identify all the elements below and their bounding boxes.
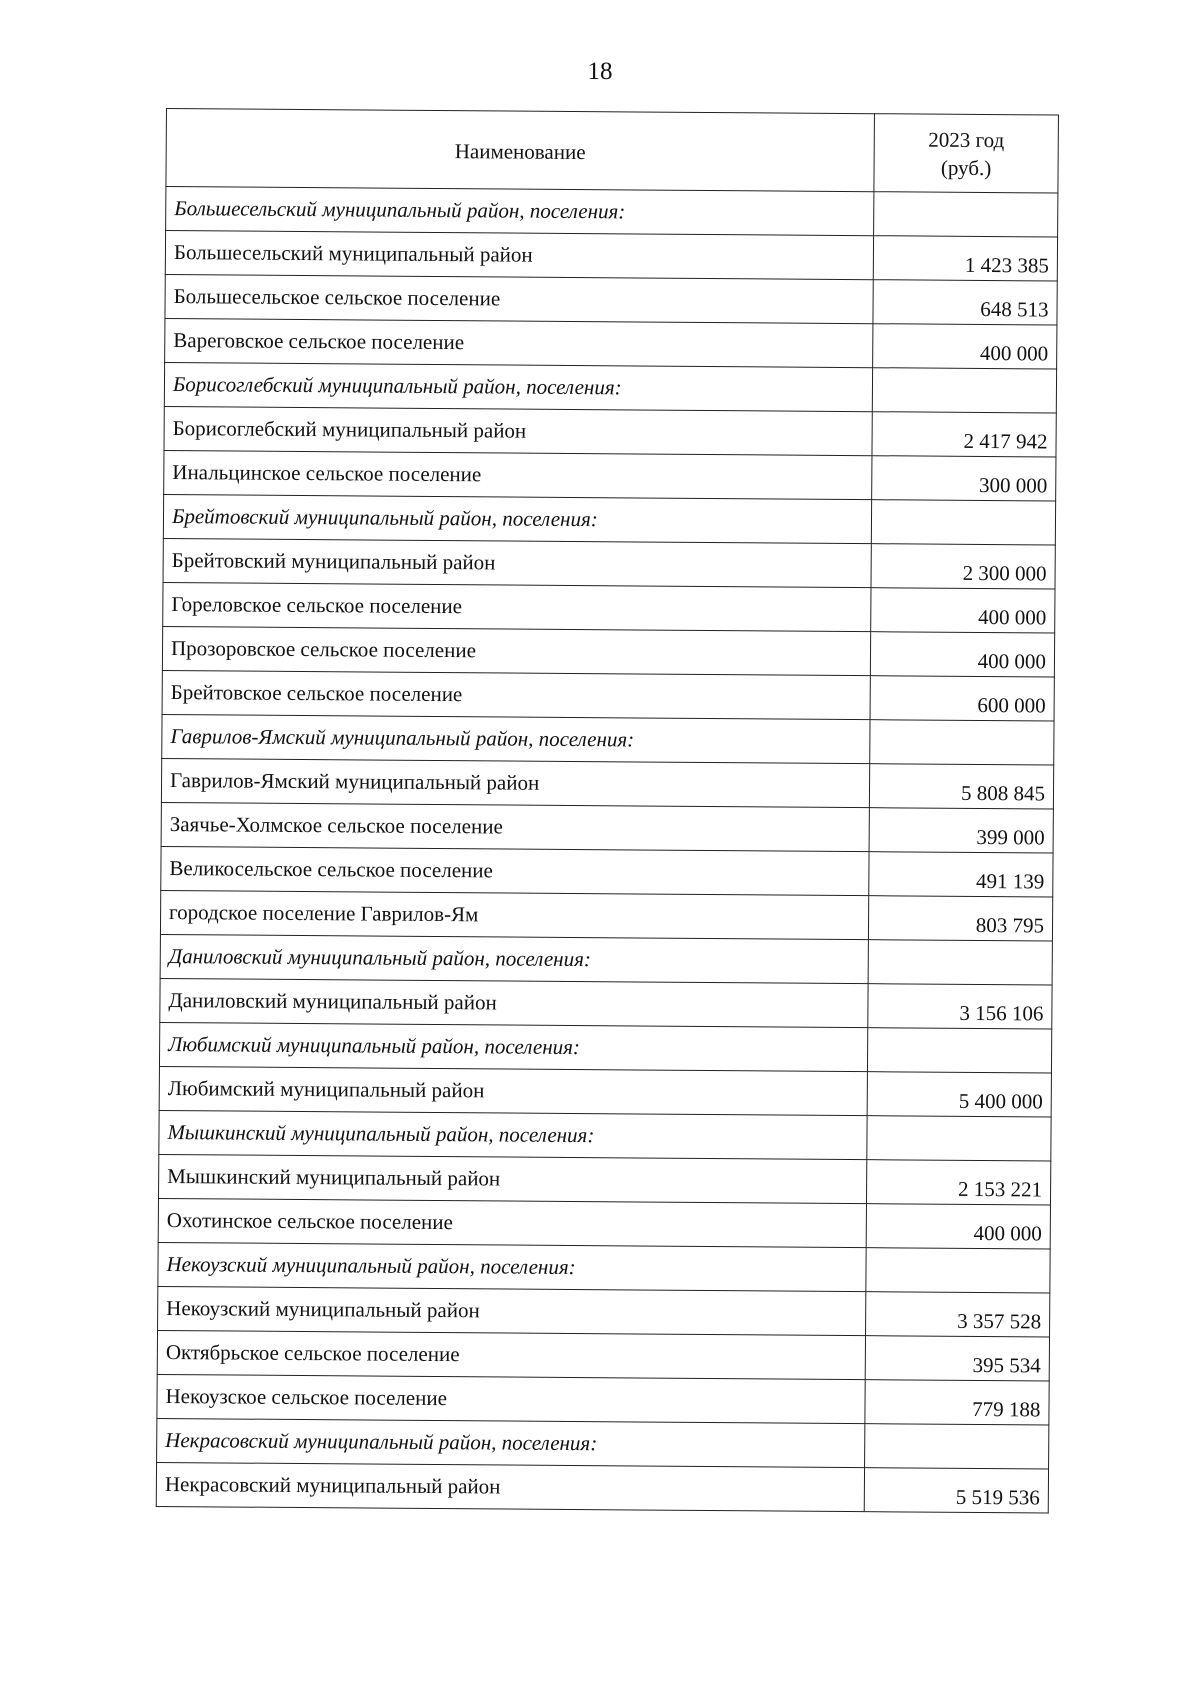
row-name-cell: Заячье-Холмское сельское поселение — [161, 802, 869, 851]
row-value-cell: 400 000 — [871, 588, 1055, 633]
column-header-name: Наименование — [166, 109, 875, 192]
table-row — [161, 802, 1053, 853]
row-name-cell: Борисоглебский муниципальный район — [164, 406, 872, 455]
row-value-cell: 2 300 000 — [871, 544, 1055, 589]
row-value-cell: 491 139 — [869, 852, 1053, 897]
row-value-cell: 395 534 — [865, 1336, 1049, 1381]
table-row — [165, 318, 1057, 369]
table-row — [157, 1374, 1049, 1425]
row-name-cell: Некоузское сельское поселение — [157, 1374, 865, 1423]
row-value-cell: 400 000 — [873, 324, 1057, 369]
table-row — [161, 758, 1053, 809]
row-name-cell: Большесельский муниципальный район — [165, 231, 873, 280]
row-value-cell: 399 000 — [869, 808, 1053, 853]
row-name-cell: Некрасовский муниципальный район — [156, 1462, 864, 1511]
group-heading-cell: Некоузский муниципальный район, поселения: — [158, 1242, 866, 1291]
row-value-cell — [865, 1424, 1049, 1469]
row-value-cell — [872, 368, 1056, 413]
group-heading-row — [160, 934, 1052, 985]
row-name-cell: Брейтовское сельское поселение — [162, 670, 870, 719]
row-name-cell: Гореловское сельское поселение — [163, 582, 871, 631]
group-heading-cell: Борисоглебский муниципальный район, поселения: — [164, 362, 872, 411]
row-value-cell — [868, 940, 1052, 985]
row-value-cell: 2 417 942 — [872, 412, 1056, 457]
row-value-cell — [867, 1028, 1051, 1073]
group-heading-cell: Мышкинский муниципальный район, поселения: — [159, 1110, 867, 1159]
table-row — [160, 890, 1052, 941]
row-name-cell: Большесельское сельское поселение — [165, 274, 873, 323]
group-heading-cell: Даниловский муниципальный район, поселения: — [160, 934, 868, 983]
row-value-cell — [866, 1248, 1050, 1293]
row-name-cell: городское поселение Гаврилов-Ям — [160, 890, 868, 939]
row-value-cell: 400 000 — [870, 632, 1054, 677]
row-value-cell: 300 000 — [872, 456, 1056, 501]
row-name-cell: Вареговское сельское поселение — [165, 318, 873, 367]
row-value-cell: 648 513 — [873, 280, 1057, 325]
row-value-cell: 2 153 221 — [866, 1160, 1050, 1205]
column-header-year — [874, 114, 1059, 193]
table-row — [163, 538, 1055, 589]
row-value-cell — [867, 1116, 1051, 1161]
row-name-cell: Брейтовский муниципальный район — [163, 538, 871, 587]
table-row — [159, 1154, 1051, 1205]
row-value-cell: 803 795 — [868, 896, 1052, 941]
row-value-cell: 3 156 106 — [868, 984, 1052, 1029]
group-heading-cell: Гаврилов-Ямский муниципальный район, поселения: — [162, 714, 870, 763]
table-row — [164, 406, 1056, 457]
row-name-cell: Прозоровское сельское поселение — [162, 626, 870, 675]
row-name-cell: Инальцинское сельское поселение — [164, 450, 872, 499]
row-name-cell: Любимский муниципальный район — [159, 1066, 867, 1115]
group-heading-row — [164, 362, 1056, 413]
row-value-cell: 5 400 000 — [867, 1072, 1051, 1117]
table-row — [164, 450, 1056, 501]
row-value-cell: 600 000 — [870, 676, 1054, 721]
table-row — [163, 582, 1055, 633]
row-value-cell: 1 423 385 — [873, 236, 1057, 281]
column-header-year-line1: 2023 год — [928, 127, 1005, 152]
group-heading-cell: Некрасовский муниципальный район, поселения: — [157, 1418, 865, 1467]
table-row — [161, 846, 1053, 897]
row-value-cell: 400 000 — [866, 1204, 1050, 1249]
table-row — [162, 670, 1054, 721]
table-row — [165, 274, 1057, 325]
row-value-cell — [871, 500, 1055, 545]
group-heading-cell: Любимский муниципальный район, поселения: — [159, 1022, 867, 1071]
row-name-cell: Гаврилов-Ямский муниципальный район — [161, 758, 869, 807]
group-heading-row — [159, 1022, 1051, 1073]
budget-table — [156, 108, 1059, 1514]
table-row — [160, 978, 1052, 1029]
row-name-cell: Октябрьское сельское поселение — [157, 1330, 865, 1379]
table-row — [159, 1066, 1051, 1117]
group-heading-row — [158, 1242, 1050, 1293]
row-value-cell: 5 519 536 — [864, 1468, 1048, 1513]
page-number: 18 — [587, 58, 613, 85]
row-name-cell: Даниловский муниципальный район — [160, 978, 868, 1027]
group-heading-cell: Брейтовский муниципальный район, поселения: — [163, 494, 871, 543]
table-body — [156, 187, 1058, 1514]
row-name-cell: Мышкинский муниципальный район — [159, 1154, 867, 1203]
row-value-cell: 5 808 845 — [869, 764, 1053, 809]
group-heading-row — [157, 1418, 1049, 1469]
table-row — [156, 1462, 1048, 1513]
row-name-cell: Некоузский муниципальный район — [158, 1286, 866, 1335]
row-value-cell: 779 188 — [865, 1380, 1049, 1425]
group-heading-row — [159, 1110, 1051, 1161]
table-row — [157, 1330, 1049, 1381]
group-heading-cell: Большесельский муниципальный район, поселения: — [166, 187, 874, 236]
row-value-cell — [874, 192, 1058, 237]
table-row — [165, 231, 1057, 282]
row-name-cell: Охотинское сельское поселение — [158, 1198, 866, 1247]
table-row — [158, 1198, 1050, 1249]
table-row — [158, 1286, 1050, 1337]
group-heading-row — [162, 714, 1054, 765]
row-name-cell: Великосельское сельское поселение — [161, 846, 869, 895]
row-value-cell — [870, 720, 1054, 765]
table-row — [162, 626, 1054, 677]
row-value-cell: 3 357 528 — [866, 1292, 1050, 1337]
group-heading-row — [163, 494, 1055, 545]
table-header-row — [166, 109, 1059, 194]
column-header-year-line2: (руб.) — [940, 155, 992, 180]
group-heading-row — [166, 187, 1058, 238]
